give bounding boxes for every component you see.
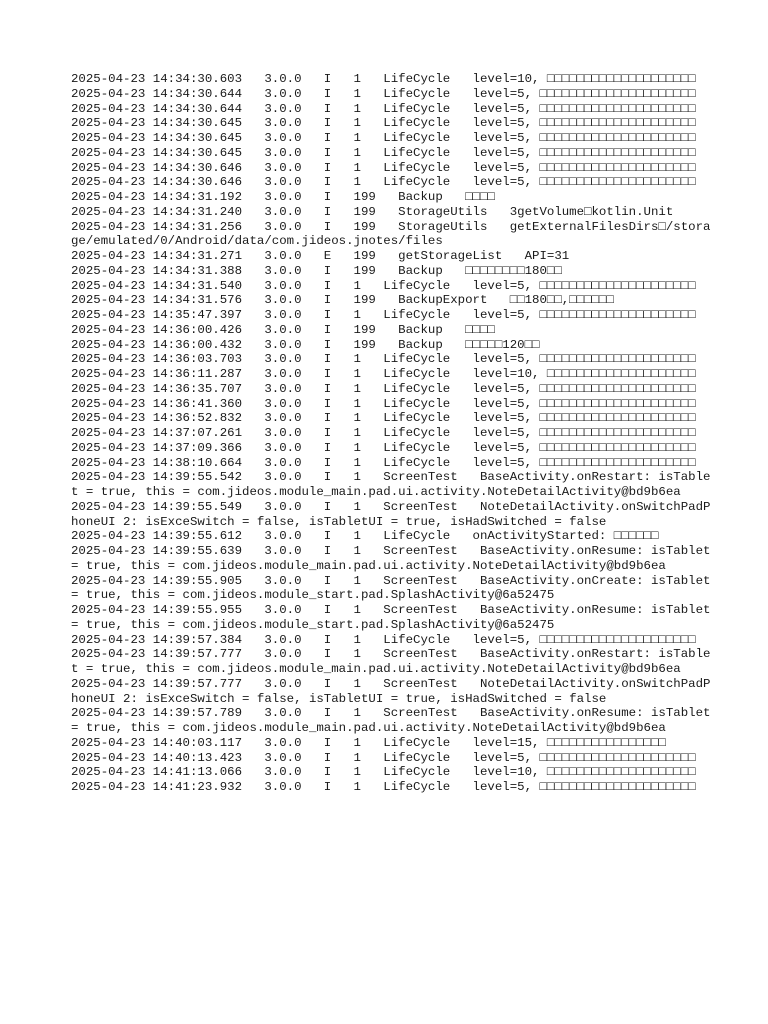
log-line: 2025-04-23 14:36:35.707 3.0.0 I 1 LifeCycle level=5, □□□□□□□□□□□□□□□□□□□□□ [71,381,696,396]
log-line: 2025-04-23 14:37:09.366 3.0.0 I 1 LifeCycle level=5, □□□□□□□□□□□□□□□□□□□□□ [71,440,696,455]
log-line: 2025-04-23 14:39:57.789 3.0.0 I 1 ScreenTest BaseActivity.onResume: isTablet = true, this = com.jideos.module_main.pad.ui.activity.NoteDetailActivity@bd9b6ea [71,706,718,735]
log-line: 2025-04-23 14:34:31.271 3.0.0 E 199 getStorageList API=31 [71,249,570,263]
log-line: 2025-04-23 14:39:55.955 3.0.0 I 1 ScreenTest BaseActivity.onResume: isTablet = true, this = com.jideos.module_start.pad.SplashActivity@6a52475 [71,603,718,632]
log-line: 2025-04-23 14:36:00.426 3.0.0 I 199 Backup □□□□ [71,322,495,337]
log-line: 2025-04-23 14:34:31.240 3.0.0 I 199 StorageUtils 3getVolume□kotlin.Unit [71,204,674,219]
log-line: 2025-04-23 14:39:55.542 3.0.0 I 1 ScreenTest BaseActivity.onRestart: isTablet = true, this = com.jideos.module_main.pad.ui.activity.NoteDetailActivity@bd9b6ea [71,470,711,499]
log-line: 2025-04-23 14:39:57.777 3.0.0 I 1 ScreenTest BaseActivity.onRestart: isTablet = true, this = com.jideos.module_main.pad.ui.activity.NoteDetailActivity@bd9b6ea [71,647,711,676]
log-line: 2025-04-23 14:34:30.644 3.0.0 I 1 LifeCycle level=5, □□□□□□□□□□□□□□□□□□□□□ [71,101,696,116]
log-line: 2025-04-23 14:34:30.646 3.0.0 I 1 LifeCycle level=5, □□□□□□□□□□□□□□□□□□□□□ [71,175,696,190]
log-line: 2025-04-23 14:35:47.397 3.0.0 I 1 LifeCycle level=5, □□□□□□□□□□□□□□□□□□□□□ [71,308,696,322]
log-line: 2025-04-23 14:40:03.117 3.0.0 I 1 LifeCycle level=15, □□□□□□□□□□□□□□□□ [71,735,666,750]
log-line: 2025-04-23 14:34:30.645 3.0.0 I 1 LifeCycle level=5, □□□□□□□□□□□□□□□□□□□□□ [71,116,696,131]
log-line: 2025-04-23 14:39:55.905 3.0.0 I 1 ScreenTest BaseActivity.onCreate: isTablet = true, this = com.jideos.module_start.pad.SplashActivity@6a52475 [71,573,718,603]
log-line: 2025-04-23 14:34:31.576 3.0.0 I 199 BackupExport □□180□□,□□□□□□ [71,293,614,308]
log-line: 2025-04-23 14:36:52.832 3.0.0 I 1 LifeCycle level=5, □□□□□□□□□□□□□□□□□□□□□ [71,411,696,426]
log-line: 2025-04-23 14:36:00.432 3.0.0 I 199 Backup □□□□□120□□ [71,337,540,352]
log-line: 2025-04-23 14:34:30.645 3.0.0 I 1 LifeCycle level=5, □□□□□□□□□□□□□□□□□□□□□ [71,131,696,145]
log-line: 2025-04-23 14:38:10.664 3.0.0 I 1 LifeCycle level=5, □□□□□□□□□□□□□□□□□□□□□ [71,455,696,470]
log-line: 2025-04-23 14:36:11.287 3.0.0 I 1 LifeCycle level=10, □□□□□□□□□□□□□□□□□□□□ [71,367,696,381]
log-line: 2025-04-23 14:39:55.612 3.0.0 I 1 LifeCycle onActivityStarted: □□□□□□ [71,529,659,544]
log-line: 2025-04-23 14:34:30.603 3.0.0 I 1 LifeCycle level=10, □□□□□□□□□□□□□□□□□□□□ [71,72,696,86]
log-line: 2025-04-23 14:36:03.703 3.0.0 I 1 LifeCycle level=5, □□□□□□□□□□□□□□□□□□□□□ [71,352,696,367]
log-view [71,72,718,795]
log-line: 2025-04-23 14:34:31.540 3.0.0 I 1 LifeCycle level=5, □□□□□□□□□□□□□□□□□□□□□ [71,278,696,293]
log-line: 2025-04-23 14:36:41.360 3.0.0 I 1 LifeCycle level=5, □□□□□□□□□□□□□□□□□□□□□ [71,396,696,411]
log-line: 2025-04-23 14:34:30.644 3.0.0 I 1 LifeCycle level=5, □□□□□□□□□□□□□□□□□□□□□ [71,86,696,101]
log-line: 2025-04-23 14:34:30.646 3.0.0 I 1 LifeCycle level=5, □□□□□□□□□□□□□□□□□□□□□ [71,160,696,175]
log-line: 2025-04-23 14:34:31.388 3.0.0 I 199 Backup □□□□□□□□180□□ [71,263,562,278]
log-line: 2025-04-23 14:37:07.261 3.0.0 I 1 LifeCycle level=5, □□□□□□□□□□□□□□□□□□□□□ [71,426,696,440]
log-line: 2025-04-23 14:34:30.645 3.0.0 I 1 LifeCycle level=5, □□□□□□□□□□□□□□□□□□□□□ [71,145,696,160]
log-line: 2025-04-23 14:40:13.423 3.0.0 I 1 LifeCycle level=5, □□□□□□□□□□□□□□□□□□□□□ [71,750,696,765]
log-line: 2025-04-23 14:39:55.549 3.0.0 I 1 ScreenTest NoteDetailActivity.onSwitchPadPhoneUI 2: isExceSwitch = false, isTabletUI = true, isHadSwitched = false [71,499,711,529]
log-line: 2025-04-23 14:41:13.066 3.0.0 I 1 LifeCycle level=10, □□□□□□□□□□□□□□□□□□□□ [71,765,696,780]
log-line: 2025-04-23 14:39:57.777 3.0.0 I 1 ScreenTest NoteDetailActivity.onSwitchPadPhoneUI 2: isExceSwitch = false, isTabletUI = true, isHadSwitched = false [71,676,711,706]
log-line: 2025-04-23 14:34:31.192 3.0.0 I 199 Backup □□□□ [71,190,495,204]
log-line: 2025-04-23 14:41:23.932 3.0.0 I 1 LifeCycle level=5, □□□□□□□□□□□□□□□□□□□□□ [71,780,696,794]
log-line: 2025-04-23 14:39:57.384 3.0.0 I 1 LifeCycle level=5, □□□□□□□□□□□□□□□□□□□□□ [71,632,696,647]
log-line: 2025-04-23 14:34:31.256 3.0.0 I 199 StorageUtils getExternalFilesDirs□/storage/emulated/0/Android/data/com.jideos.jnotes/files [71,219,711,249]
log-line: 2025-04-23 14:39:55.639 3.0.0 I 1 ScreenTest BaseActivity.onResume: isTablet = true, this = com.jideos.module_main.pad.ui.activity.NoteDetailActivity@bd9b6ea [71,544,718,573]
